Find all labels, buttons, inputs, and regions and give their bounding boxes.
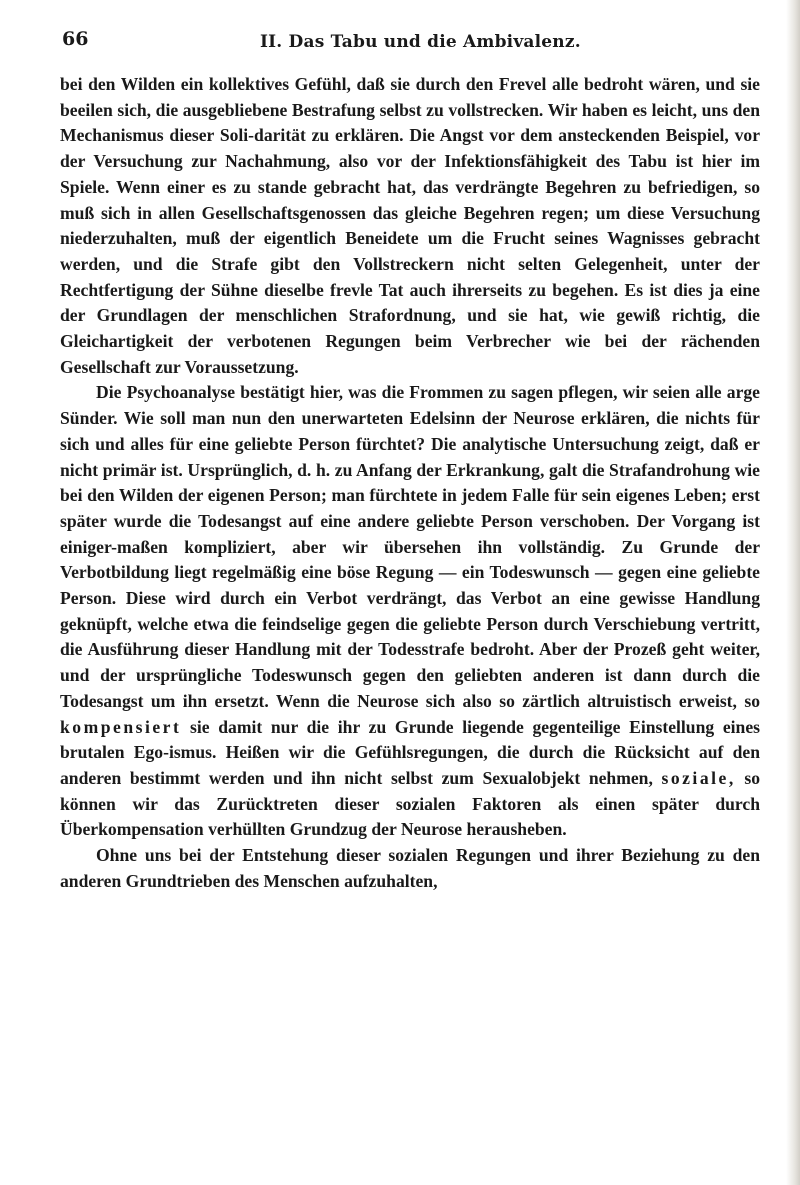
- page-number: 66: [62, 28, 89, 50]
- page-header: [60, 28, 760, 58]
- paragraph-2-part-3: so können wir das Zurücktreten dieser sozialen Faktoren als einen später durch Überkompensation verhüllten Grundzug der Neurose herausheben.: [60, 767, 760, 840]
- paragraph-3: Ohne uns bei der Entstehung dieser sozialen Regungen und ihrer Beziehung zu den anderen Grundtrieben des Menschen aufzuhalten,: [60, 845, 760, 891]
- running-title: II. Das Tabu und die Ambivalenz.: [260, 32, 581, 52]
- spaced-word-kompensiert: kompensiert: [60, 716, 182, 737]
- body-text: [60, 72, 760, 895]
- page-edge-shadow: [786, 0, 800, 1185]
- spaced-word-soziale: soziale,: [661, 767, 736, 788]
- paragraph-1: bei den Wilden ein kollektives Gefühl, daß sie durch den Frevel alle bedroht wären, und sie beeilen sich, die ausgebliebene Bestrafung selbst zu vollstrecken. Wir haben es leicht, uns den Mechanismus dieser Soli-darität zu erklären. Die Angst vor dem ansteckenden Beispiel, vor der Versuchung zur Nachahmung, also vor der Infektionsfähigkeit des Tabu ist hier im Spiele. Wenn einer es zu stande gebracht hat, das verdrängte Begehren zu befriedigen, so muß sich in allen Gesellschaftsgenossen das gleiche Begehren regen; um diese Versuchung niederzuhalten, muß der eigentlich Beneidete um die Frucht seines Wagnisses gebracht werden, und die Strafe gibt den Vollstreckern nicht selten Gelegenheit, unter der Rechtfertigung der Sühne dieselbe frevle Tat auch ihrerseits zu begehen. Es ist dies ja eine der Grundlagen der menschlichen Strafordnung, und sie hat, wie gewiß richtig, die Gleichartigkeit der verbotenen Regungen beim Verbrecher wie bei der rächenden Gesellschaft zur Voraussetzung.: [60, 74, 760, 377]
- paragraph-2: [60, 380, 760, 843]
- paragraph-2-part-1: Die Psychoanalyse bestätigt hier, was die Frommen zu sagen pflegen, wir seien alle arge Sünder. Wie soll man nun den unerwarteten Edelsinn der Neurose erklären, die nichts für sich und alles für eine geliebte Person fürchtet? Die analytische Untersuchung zeigt, daß er nicht primär ist. Ursprünglich, d. h. zu Anfang der Erkrankung, galt die Strafandrohung wie bei den Wilden der eigenen Person; man fürchtete in jedem Falle für sein eigenes Leben; erst später wurde die Todesangst auf eine andere geliebte Person verschoben. Der Vorgang ist einiger-maßen kompliziert, aber wir übersehen ihn vollständig. Zu Grunde der Verbotbildung liegt regelmäßig eine böse Regung — ein Todeswunsch — gegen eine geliebte Person. Diese wird durch ein Verbot verdrängt, das Verbot an eine gewisse Handlung geknüpft, welche etwa die feindselige gegen die geliebte Person durch Verschiebung vertritt, die Ausführung dieser Handlung mit der Todesstrafe bedroht. Aber der Prozeß geht weiter, und der ursprüngliche Todeswunsch gegen den geliebten anderen ist dann durch die Todesangst um ihn ersetzt. Wenn die Neurose sich also so zärtlich altruistisch erweist, so: [60, 382, 760, 711]
- paragraph-2-part-2: sie damit nur die ihr zu Grunde liegende gegenteilige Einstellung eines brutalen Ego-ismus. Heißen wir die Gefühlsregungen, die durch die Rücksicht auf den anderen bestimmt werden und ihn nicht selbst zum Sexualobjekt nehmen,: [60, 716, 760, 788]
